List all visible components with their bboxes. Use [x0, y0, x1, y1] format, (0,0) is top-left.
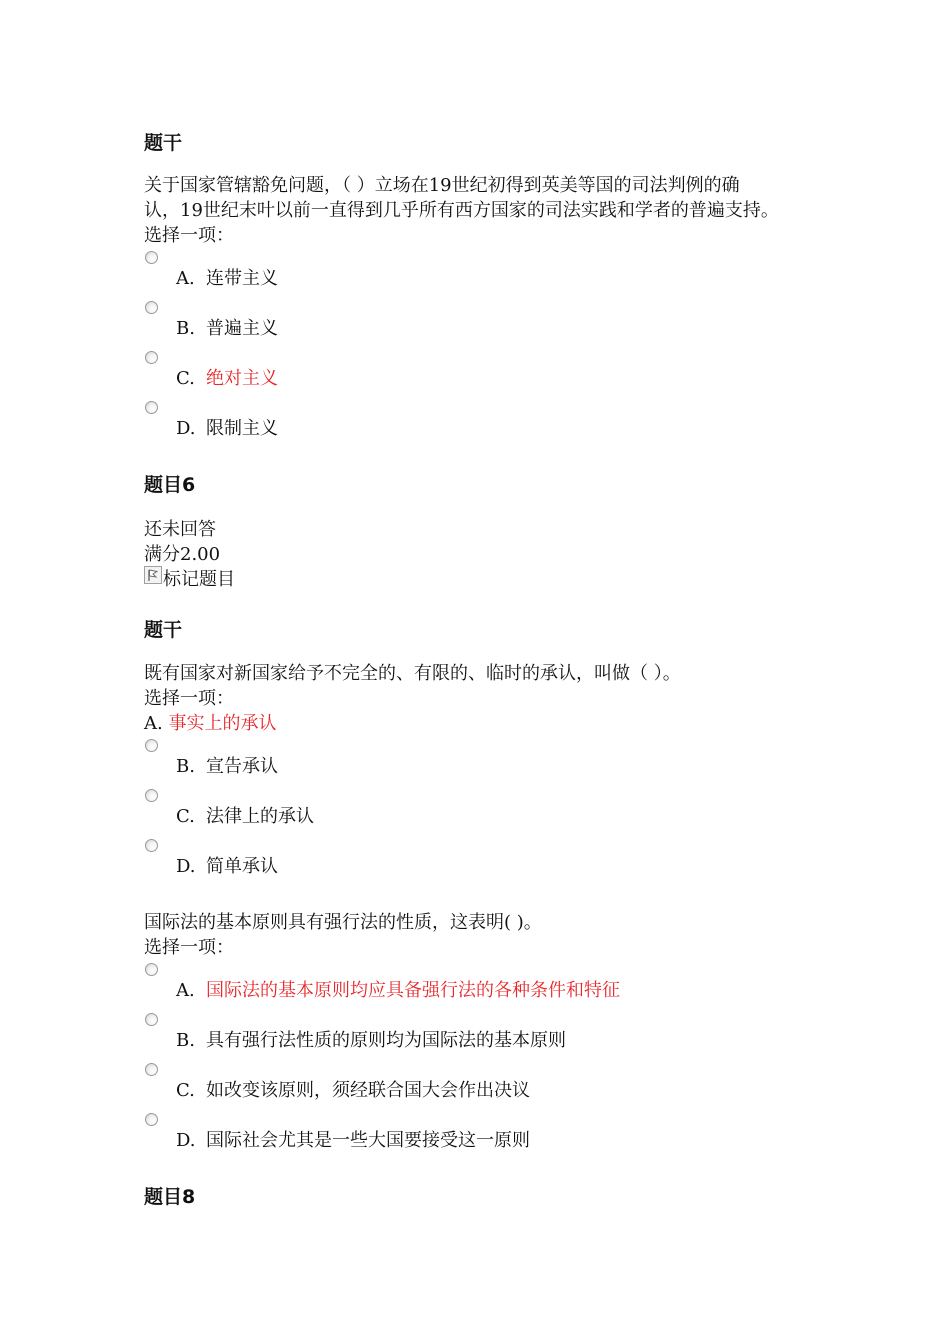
- option-c[interactable]: [176, 802, 314, 828]
- radio-option-c[interactable]: [145, 789, 158, 802]
- option-text: 普遍主义: [206, 318, 278, 339]
- option-text: 具有强行法性质的原则均为国际法的基本原则: [206, 1030, 566, 1051]
- option-b[interactable]: [176, 314, 278, 340]
- choose-one-prompt: 选择一项：: [144, 937, 234, 958]
- radio-option-a[interactable]: [145, 963, 158, 976]
- max-score: 满分2.00: [144, 544, 221, 565]
- radio-option-d[interactable]: [145, 839, 158, 852]
- question-text: 既有国家对新国家给予不完全的、有限的、临时的承认，叫做（ ）。: [144, 663, 681, 684]
- flag-icon[interactable]: [144, 566, 162, 584]
- radio-option-a[interactable]: [145, 251, 158, 264]
- question-text-line1: 关于国家管辖豁免问题，（ ）立场在19世纪初得到英美等国的司法判例的确: [144, 175, 740, 196]
- option-a[interactable]: [176, 976, 620, 1002]
- option-d[interactable]: [176, 414, 278, 440]
- option-text-correct: 国际法的基本原则均应具备强行法的各种条件和特征: [206, 980, 620, 1001]
- radio-option-b[interactable]: [145, 301, 158, 314]
- option-letter: D.: [176, 1130, 196, 1151]
- option-letter: D.: [176, 856, 196, 877]
- choose-one-prompt: 选择一项：: [144, 225, 234, 246]
- option-text: 如改变该原则，须经联合国大会作出决议: [206, 1080, 530, 1101]
- option-text: 简单承认: [206, 856, 278, 877]
- option-c[interactable]: [176, 1076, 530, 1102]
- option-letter: B.: [176, 318, 195, 339]
- option-text: 国际社会尤其是一些大国要接受这一原则: [206, 1130, 530, 1151]
- radio-option-d[interactable]: [145, 401, 158, 414]
- option-text-correct: 绝对主义: [206, 368, 278, 389]
- question-text-line2: 认，19世纪末叶以前一直得到几乎所有西方国家的司法实践和学者的普遍支持。: [144, 200, 779, 221]
- radio-option-b[interactable]: [145, 739, 158, 752]
- radio-option-b[interactable]: [145, 1013, 158, 1026]
- option-letter: D.: [176, 418, 196, 439]
- flag-question-link[interactable]: 标记题目: [163, 569, 235, 590]
- option-d[interactable]: [176, 852, 278, 878]
- stem-heading: 题干: [144, 132, 183, 154]
- radio-option-c[interactable]: [145, 1063, 158, 1076]
- option-text: 法律上的承认: [206, 806, 314, 827]
- answer-status: 还未回答: [144, 519, 216, 540]
- option-letter: B.: [176, 1030, 195, 1051]
- answer-letter: A.: [144, 713, 163, 734]
- question-title: 题目8: [144, 1186, 196, 1208]
- option-d[interactable]: [176, 1126, 530, 1152]
- option-letter: C.: [176, 806, 195, 827]
- stem-heading: 题干: [144, 619, 183, 641]
- option-letter: B.: [176, 756, 195, 777]
- choose-one-prompt: 选择一项：: [144, 688, 234, 709]
- option-letter: A.: [176, 268, 195, 289]
- option-letter: A.: [176, 980, 195, 1001]
- answer-line: [144, 711, 276, 736]
- option-c[interactable]: [176, 364, 278, 390]
- radio-option-c[interactable]: [145, 351, 158, 364]
- option-text: 限制主义: [206, 418, 278, 439]
- option-text: 宣告承认: [206, 756, 278, 777]
- option-b[interactable]: [176, 752, 278, 778]
- question-text: 国际法的基本原则具有强行法的性质，这表明( )。: [144, 912, 542, 933]
- option-letter: C.: [176, 1080, 195, 1101]
- option-letter: C.: [176, 368, 195, 389]
- answer-text-correct: 事实上的承认: [168, 713, 277, 734]
- option-a[interactable]: [176, 264, 278, 290]
- option-text: 连带主义: [206, 268, 278, 289]
- question-title: 题目6: [144, 474, 196, 496]
- radio-option-d[interactable]: [145, 1113, 158, 1126]
- option-b[interactable]: [176, 1026, 566, 1052]
